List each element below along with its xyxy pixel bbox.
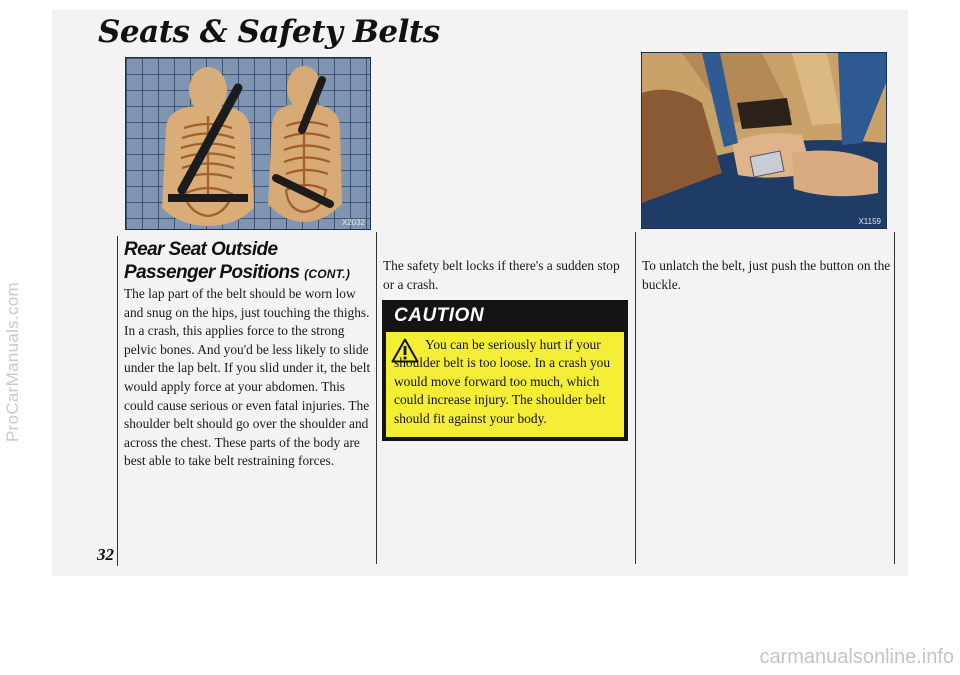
column-1-paragraph: The lap part of the belt should be worn low and snug on the hips, just touching the thighs. In a crash, this applies force to the strong pelvic bones. And you'd be less likely to slide under the lap belt. If you slid under it, the belt would apply force at your abdomen. This could cause serious or even fatal injuries. The shoulder belt should go over the shoulder and across the chest. These parts of the body are best able to take belt restraining forces. [124,286,371,469]
column-rule-1 [117,236,118,566]
skeleton-illustration-svg [126,58,370,229]
column-rule-4 [894,232,895,564]
side-watermark-text: ProCarManuals.com [3,281,22,443]
site-watermark: carmanualsonline.info [759,646,954,668]
section-heading [124,238,364,286]
caution-label: CAUTION [394,305,485,326]
skeleton-belt-illustration [125,57,371,230]
section-heading-text: Rear Seat Outside Passenger Positions [124,239,300,283]
side-watermark [2,212,24,512]
caution-text: You can be seriously hurt if your shoulder belt is too loose. In a crash you would move forward too much, which could increase injury. The shoulder belt should fit against your body. [394,337,611,426]
caution-box [382,300,628,441]
column-rule-2 [376,232,377,564]
page-number: 32 [97,545,114,564]
column-2-paragraph: The safety belt locks if there's a sudden stop or a crash. [383,258,620,292]
figure-code-right: X1159 [858,217,881,226]
caution-panel [386,332,624,437]
page-title: Seats & Safety Belts [98,14,440,50]
column-rule-3 [635,232,636,564]
column-3-paragraph: To unlatch the belt, just push the button on the buckle. [642,258,891,292]
buckle-photo-svg [642,53,886,228]
figure-code-left: X2032 [341,218,365,227]
section-heading-suffix: (CONT.) [304,267,351,281]
buckle-unlatch-photo [641,52,887,229]
